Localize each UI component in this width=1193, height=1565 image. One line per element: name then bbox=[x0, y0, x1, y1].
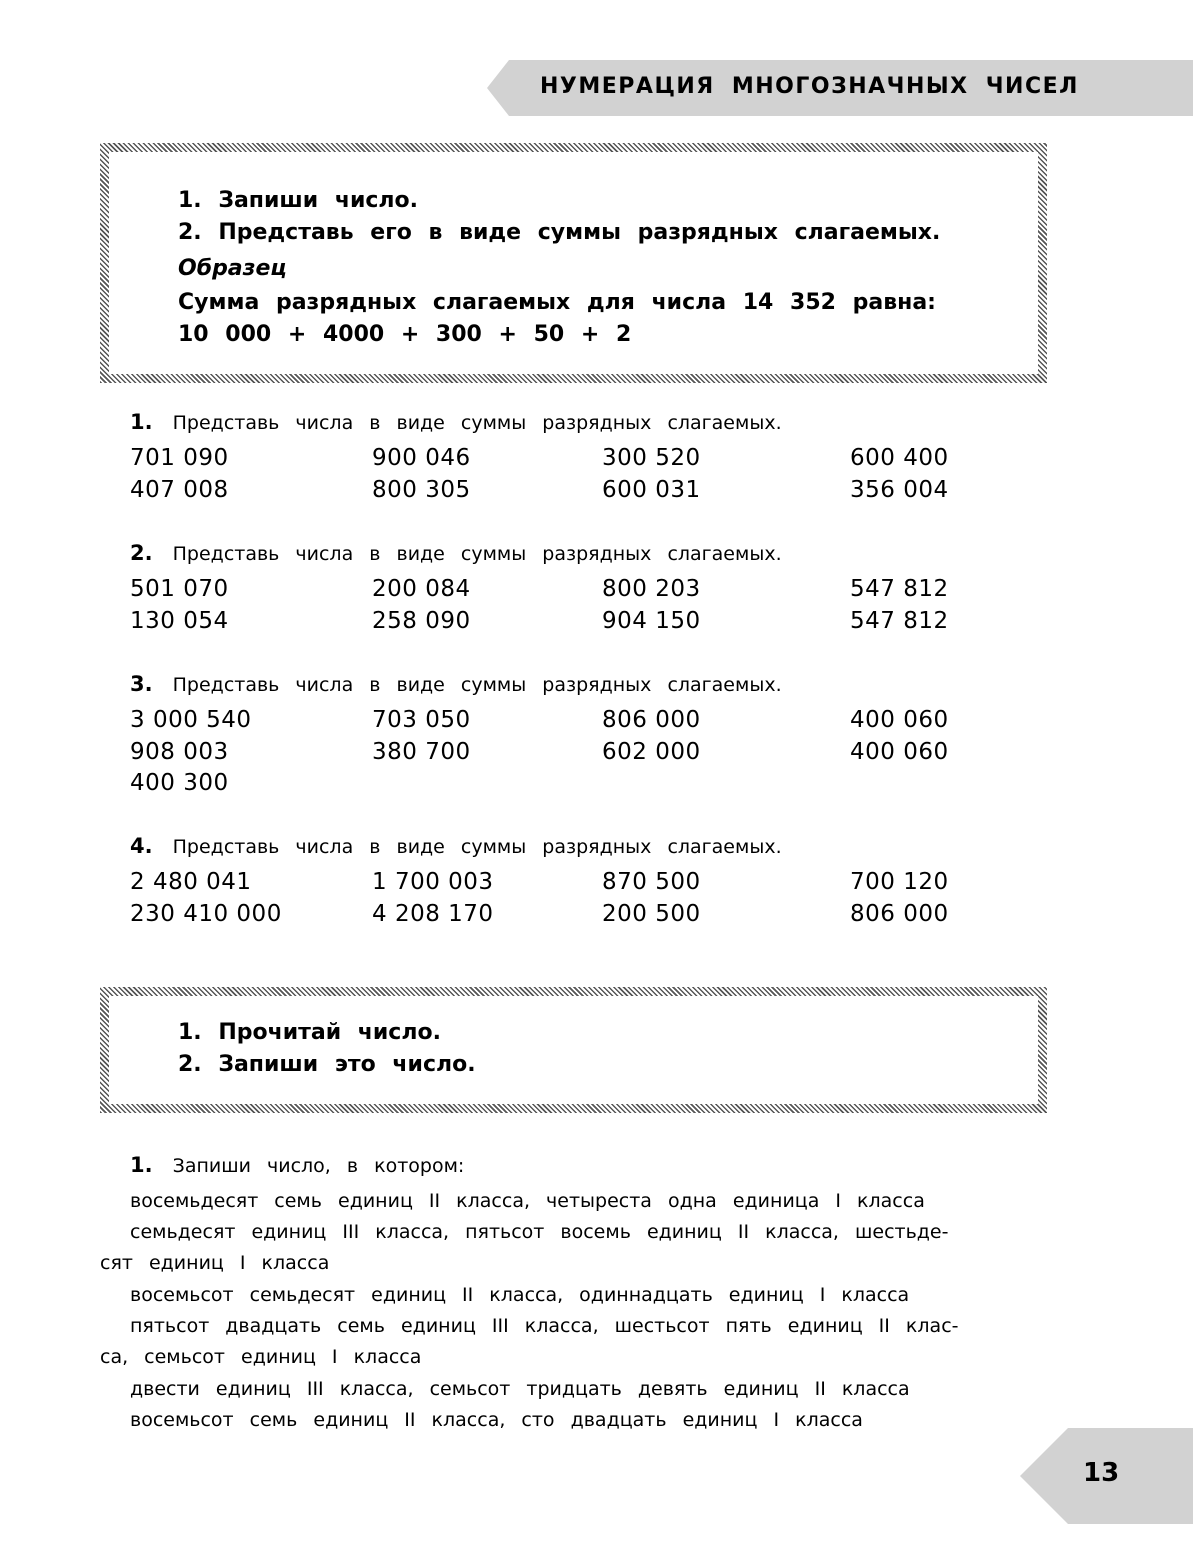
number-cell: 2 480 041 bbox=[130, 869, 252, 895]
number-cell: 700 120 bbox=[850, 869, 949, 895]
text-line: са, семьсот единиц I класса bbox=[100, 1346, 422, 1368]
number-cell: 870 500 bbox=[602, 869, 701, 895]
sample-expression: 10 000 + 4000 + 300 + 50 + 2 bbox=[178, 322, 632, 347]
number-cell: 230 410 000 bbox=[130, 901, 282, 927]
instruction-box-2 bbox=[100, 987, 1047, 1113]
number-cell: 806 000 bbox=[602, 707, 701, 733]
number-cell: 380 700 bbox=[372, 739, 471, 765]
number-cell: 1 700 003 bbox=[372, 869, 494, 895]
instruction-line-2: 2. Представь его в виде суммы разрядных слагаемых. bbox=[178, 220, 941, 245]
instruction-line-1: 1. Прочитай число. bbox=[178, 1020, 441, 1045]
task-heading: 2. Представь числа в виде суммы разрядных слагаемых. bbox=[130, 541, 782, 565]
text-line: двести единиц III класса, семьсот тридцать девять единиц II класса bbox=[130, 1378, 910, 1400]
text-line: семьдесят единиц III класса, пятьсот восемь единиц II класса, шестьде- bbox=[130, 1221, 949, 1243]
task-heading: 4. Представь числа в виде суммы разрядных слагаемых. bbox=[130, 834, 782, 858]
number-cell: 4 208 170 bbox=[372, 901, 494, 927]
number-cell: 904 150 bbox=[602, 608, 701, 634]
section-title: НУМЕРАЦИЯ МНОГОЗНАЧНЫХ ЧИСЕЛ bbox=[540, 74, 1079, 99]
number-cell: 900 046 bbox=[372, 445, 471, 471]
page-number: 13 bbox=[1083, 1458, 1120, 1488]
text-line: восемьсот семь единиц II класса, сто двадцать единиц I класса bbox=[130, 1409, 863, 1431]
number-cell: 200 500 bbox=[602, 901, 701, 927]
sample-label: Образец bbox=[178, 256, 287, 281]
number-cell: 501 070 bbox=[130, 576, 229, 602]
number-cell: 600 031 bbox=[602, 477, 701, 503]
text-line: восемьдесят семь единиц II класса, четыреста одна единица I класса bbox=[130, 1190, 925, 1212]
number-cell: 400 300 bbox=[130, 770, 229, 796]
number-cell: 547 812 bbox=[850, 608, 949, 634]
number-cell: 400 060 bbox=[850, 739, 949, 765]
number-cell: 130 054 bbox=[130, 608, 229, 634]
number-cell: 602 000 bbox=[602, 739, 701, 765]
number-cell: 547 812 bbox=[850, 576, 949, 602]
task-heading: 1. Запиши число, в котором: bbox=[130, 1153, 465, 1177]
number-cell: 600 400 bbox=[850, 445, 949, 471]
sample-text: Сумма разрядных слагаемых для числа 14 352 равна: bbox=[178, 290, 936, 315]
number-cell: 356 004 bbox=[850, 477, 949, 503]
number-cell: 908 003 bbox=[130, 739, 229, 765]
number-cell: 400 060 bbox=[850, 707, 949, 733]
instruction-line-1: 1. Запиши число. bbox=[178, 188, 418, 213]
text-line: сят единиц I класса bbox=[100, 1252, 330, 1274]
number-cell: 300 520 bbox=[602, 445, 701, 471]
task-heading: 3. Представь числа в виде суммы разрядных слагаемых. bbox=[130, 672, 782, 696]
number-cell: 806 000 bbox=[850, 901, 949, 927]
number-cell: 703 050 bbox=[372, 707, 471, 733]
number-cell: 701 090 bbox=[130, 445, 229, 471]
number-cell: 258 090 bbox=[372, 608, 471, 634]
text-line: восемьсот семьдесят единиц II класса, одиннадцать единиц I класса bbox=[130, 1284, 910, 1306]
text-line: пятьсот двадцать семь единиц III класса, шестьсот пять единиц II клас- bbox=[130, 1315, 959, 1337]
number-cell: 407 008 bbox=[130, 477, 229, 503]
number-cell: 3 000 540 bbox=[130, 707, 252, 733]
task-heading: 1. Представь числа в виде суммы разрядных слагаемых. bbox=[130, 410, 782, 434]
number-cell: 800 305 bbox=[372, 477, 471, 503]
instruction-line-2: 2. Запиши это число. bbox=[178, 1052, 476, 1077]
number-cell: 800 203 bbox=[602, 576, 701, 602]
number-cell: 200 084 bbox=[372, 576, 471, 602]
